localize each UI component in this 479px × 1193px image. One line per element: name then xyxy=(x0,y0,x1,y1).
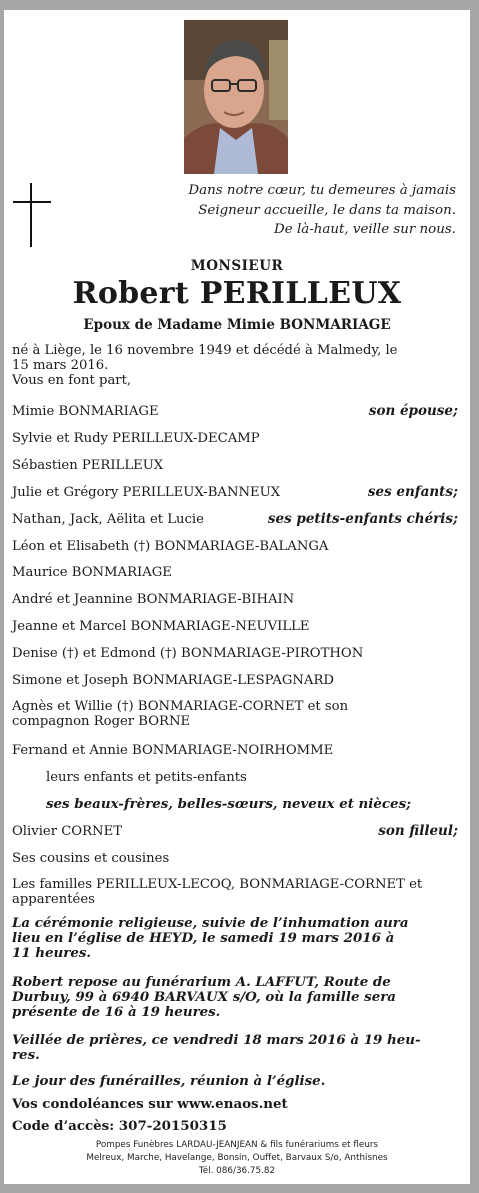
deceased-name: Robert PERILLEUX xyxy=(72,276,402,311)
ceremony-text: 11 heures. xyxy=(12,945,92,961)
vigil-text: Veillée de prières, ce vendredi 18 mars 2016 à 19 heu- xyxy=(12,1032,421,1048)
godson-row xyxy=(12,824,458,839)
family-name: André et Jeannine BONMARIAGE-BIHAIN xyxy=(12,592,295,607)
footer-line: Melreux, Marche, Havelange, Bonsin, Ouffet, Barvaux S/o, Anthisnes xyxy=(86,1153,388,1163)
footer-line: Tél. 086/36.75.82 xyxy=(198,1166,276,1176)
family-name: compagnon Roger BORNE xyxy=(12,714,191,729)
vigil-text: res. xyxy=(12,1047,40,1063)
family-name: Julie et Grégory PERILLEUX-BANNEUX xyxy=(12,485,281,500)
vigil-info xyxy=(12,1033,458,1063)
family-row xyxy=(12,699,458,729)
family-row xyxy=(12,619,458,634)
ceremony-text: La cérémonie religieuse, suivie de l’inhumation aura xyxy=(12,915,409,931)
poem xyxy=(188,181,456,240)
godson-relation: son filleul; xyxy=(378,823,458,839)
funerarium-text: Durbuy, 99 à 6940 BARVAUX s/O, où la famille sera xyxy=(12,989,396,1005)
families-line xyxy=(12,877,458,907)
family-row xyxy=(12,539,458,554)
poem-line: De là-haut, veille sur nous. xyxy=(274,222,456,237)
family-row xyxy=(12,512,458,527)
family-name: Agnès et Willie (†) BONMARIAGE-CORNET et son xyxy=(12,699,349,714)
family-name: Nathan, Jack, Aëlita et Lucie xyxy=(12,512,204,527)
salutation: MONSIEUR xyxy=(190,258,284,274)
funeral-home-footer xyxy=(4,1139,470,1178)
poem-line: Dans notre cœur, tu demeures à jamais xyxy=(188,183,456,198)
funerarium-text: présente de 16 à 19 heures. xyxy=(12,1004,221,1020)
condolences-line: Vos condoléances sur www.enaos.net xyxy=(12,1096,288,1112)
cousins-line: Ses cousins et cousines xyxy=(12,851,170,866)
ceremony-info xyxy=(12,916,458,961)
funerarium-info xyxy=(12,975,458,1020)
birth-line: né à Liège, le 16 novembre 1949 et décédé à Malmedy, le xyxy=(12,343,398,358)
family-name: Denise (†) et Edmond (†) BONMARIAGE-PIROTHON xyxy=(12,646,364,661)
family-name: Mimie BONMARIAGE xyxy=(12,404,159,419)
access-code: Code d’accès: 307-20150315 xyxy=(12,1118,227,1134)
godson-name: Olivier CORNET xyxy=(12,824,123,839)
family-name: Sylvie et Rudy PERILLEUX-DECAMP xyxy=(12,431,260,446)
ceremony-text: lieu en l’église de HEYD, le samedi 19 mars 2016 à xyxy=(12,930,395,946)
cross-icon xyxy=(13,183,51,247)
families-text: Les familles PERILLEUX-LECOQ, BONMARIAGE-CORNET et xyxy=(12,877,423,892)
family-name: Jeanne et Marcel BONMARIAGE-NEUVILLE xyxy=(12,619,310,634)
family-relation: ses enfants; xyxy=(367,484,458,500)
family-row xyxy=(12,485,458,500)
spouse-line: Epoux de Madame Mimie BONMARIAGE xyxy=(83,317,391,333)
family-row xyxy=(12,458,458,473)
obituary-card xyxy=(4,10,470,1184)
family-row xyxy=(12,592,458,607)
meeting-info: Le jour des funérailles, réunion à l’église. xyxy=(12,1073,326,1089)
footer-line: Pompes Funèbres LARDAU-JEANJEAN & fils funérariums et fleurs xyxy=(95,1140,379,1150)
families-text: apparentées xyxy=(12,892,95,907)
family-row xyxy=(12,565,458,580)
family-row xyxy=(12,431,458,446)
family-relation: son épouse; xyxy=(368,403,458,419)
family-name: Simone et Joseph BONMARIAGE-LESPAGNARD xyxy=(12,673,334,688)
family-name: Léon et Elisabeth (†) BONMARIAGE-BALANGA xyxy=(12,539,329,554)
funerarium-text: Robert repose au funérarium A. LAFFUT, Route de xyxy=(12,974,391,990)
poem-line: Seigneur accueille, le dans ta maison. xyxy=(198,202,456,218)
family-name: Fernand et Annie BONMARIAGE-NOIRHOMME xyxy=(12,743,334,758)
announce-line: Vous en font part, xyxy=(12,373,132,388)
family-row xyxy=(12,404,458,419)
birth-line: 15 mars 2016. xyxy=(12,358,109,373)
portrait-photo xyxy=(184,20,288,174)
in-laws-line: ses beaux-frères, belles-sœurs, neveux et nièces; xyxy=(46,796,412,812)
family-relation: ses petits-enfants chéris; xyxy=(267,511,458,527)
family-row xyxy=(12,743,458,758)
family-row xyxy=(12,673,458,688)
family-name: Maurice BONMARIAGE xyxy=(12,565,172,580)
birth-info xyxy=(12,343,458,388)
grandchildren-line: leurs enfants et petits-enfants xyxy=(46,770,247,785)
family-name: Sébastien PERILLEUX xyxy=(12,458,164,473)
family-row xyxy=(12,646,458,661)
